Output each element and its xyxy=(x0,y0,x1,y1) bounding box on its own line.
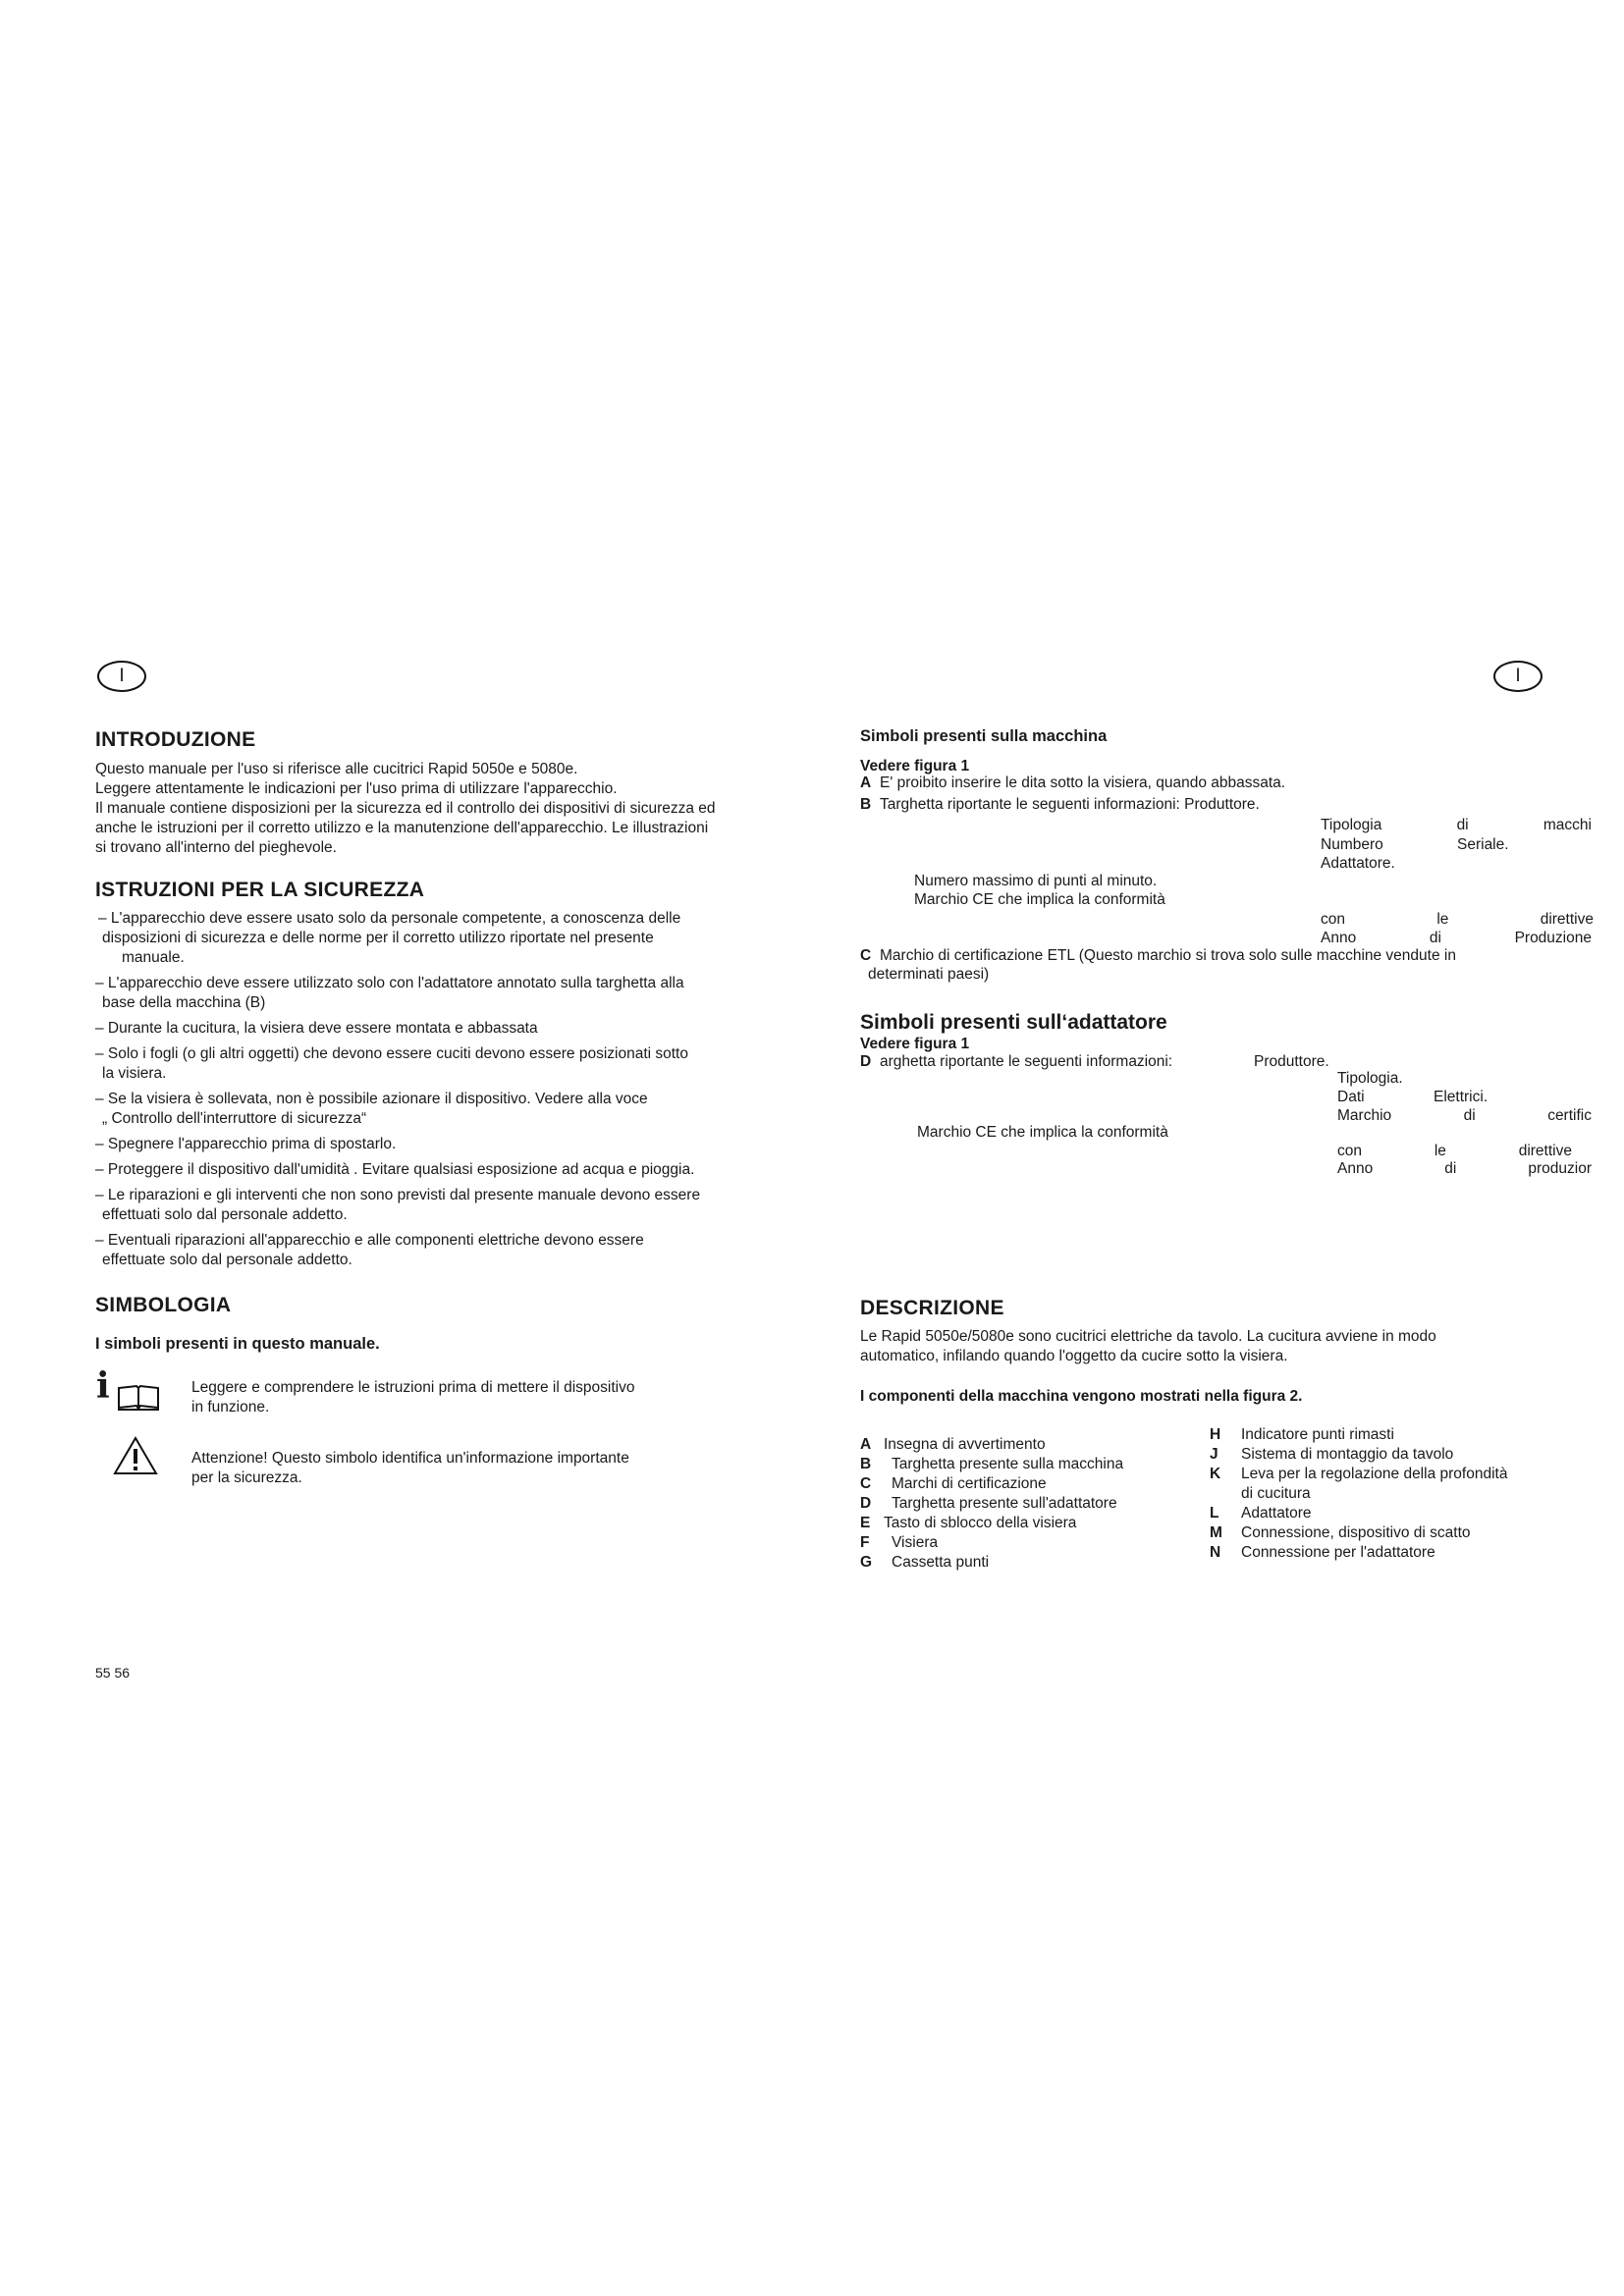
safety-item-1-line-3: manuale. xyxy=(122,949,185,966)
component-a: A Insegna di avvertimento xyxy=(860,1436,1046,1453)
symbology-subtitle: I simboli presenti in questo manuale. xyxy=(95,1335,380,1353)
safety-item-9-line-2: effettuate solo dal personale addetto. xyxy=(102,1252,352,1268)
component-k-continued: di cucitura xyxy=(1241,1485,1311,1502)
machine-item-c-line-2: determinati paesi) xyxy=(868,966,990,983)
component-c: C Marchi di certificazione xyxy=(860,1475,1047,1492)
adapter-marchio: Marchio di certific xyxy=(1337,1107,1592,1124)
read-manual-icon: i xyxy=(96,1372,163,1412)
machine-b-adattatore: Adattatore. xyxy=(1321,855,1395,872)
safety-item-9-line-1: – Eventuali riparazioni all'apparecchio e alle componenti elettriche devono essere xyxy=(95,1232,644,1249)
component-b: B Targhetta presente sulla macchina xyxy=(860,1456,1124,1472)
safety-item-8-line-1: – Le riparazioni e gli interventi che non sono previsti dal presente manuale devono essere xyxy=(95,1187,701,1203)
adapter-symbols-title: Simboli presenti sull‘adattatore xyxy=(860,1011,1167,1034)
components-list-left xyxy=(860,1435,1123,1573)
intro-text: Questo manuale per l'uso si riferisce alle cucitrici Rapid 5050e e 5080e. Leggere attentamente le indicazioni per l'uso prima di utilizzare l'apparecchio. Il manuale contiene disposizioni per la sicurezza ed il controllo dei dispositivi di sicurezza ed anche le istruzioni per il corretto utilizzo e la manutenzione dell'apparecchio. Le illustrazioni si trovano all'interno del pieghevole. xyxy=(95,761,716,856)
adapter-anno: Anno di produzior xyxy=(1337,1160,1592,1177)
adapter-direttive: con le direttive xyxy=(1337,1143,1572,1159)
symbology-title: SIMBOLOGIA xyxy=(95,1294,232,1316)
safety-item-2-line-2: base della macchina (B) xyxy=(102,994,266,1011)
warning-triangle-icon xyxy=(113,1435,158,1476)
machine-b-direttive: con le direttive xyxy=(1321,911,1594,928)
component-n: N Connessione per l'adattatore xyxy=(1210,1544,1435,1561)
safety-item-5-line-2: „ Controllo dell'interruttore di sicurezza“ xyxy=(102,1110,367,1127)
safety-title: ISTRUZIONI PER LA SICUREZZA xyxy=(95,879,425,901)
warning-symbol-text: Attenzione! Questo simbolo identifica un'informazione importante per la sicurezza. xyxy=(191,1450,629,1486)
adapter-dati-elettrici: Dati Elettrici. xyxy=(1337,1089,1489,1105)
adapter-item-d: D arghetta riportante le seguenti informazioni: xyxy=(860,1053,1173,1070)
machine-item-c: C Marchio di certificazione ETL (Questo marchio si trova solo sulle macchine vendute in xyxy=(860,947,1456,964)
open-book-icon xyxy=(117,1384,160,1412)
safety-item-6-line-1: – Spegnere l'apparecchio prima di spostarlo. xyxy=(95,1136,397,1152)
machine-item-b: B Targhetta riportante le seguenti informazioni: Produttore. xyxy=(860,796,1260,813)
description-title: DESCRIZIONE xyxy=(860,1297,1004,1319)
adapter-marchio-ce: Marchio CE che implica la conformità xyxy=(917,1124,1168,1141)
machine-symbols-title: Simboli presenti sulla macchina xyxy=(860,727,1108,745)
components-title: I componenti della macchina vengono mostrati nella figura 2. xyxy=(860,1388,1303,1405)
safety-item-4-line-1: – Solo i fogli (o gli altri oggetti) che devono essere cuciti devono essere posizionati sotto xyxy=(95,1045,688,1062)
adapter-produttore: Produttore. xyxy=(1254,1053,1329,1070)
component-m: M Connessione, dispositivo di scatto xyxy=(1210,1524,1471,1541)
safety-item-1-line-2: disposizioni di sicurezza e delle norme per il corretto utilizzo riportate nel presente xyxy=(102,930,654,946)
safety-item-3-line-1: – Durante la cucitura, la visiera deve essere montata e abbassata xyxy=(95,1020,538,1037)
safety-item-2-line-1: – L'apparecchio deve essere utilizzato solo con l'adattatore annotato sulla targhetta alla xyxy=(95,975,684,991)
component-l: L Adattatore xyxy=(1210,1505,1312,1522)
info-symbol-text: Leggere e comprendere le istruzioni prima di mettere il dispositivo in funzione. xyxy=(191,1379,635,1415)
safety-item-7-line-1: – Proteggere il dispositivo dall'umidità . Evitare qualsiasi esposizione ad acqua e pioggia. xyxy=(95,1161,695,1178)
component-e: E Tasto di sblocco della visiera xyxy=(860,1515,1077,1531)
adapter-tipologia: Tipologia. xyxy=(1337,1070,1403,1087)
components-list-right xyxy=(1210,1425,1507,1563)
component-k: K Leva per la regolazione della profondità xyxy=(1210,1466,1508,1482)
component-h: H Indicatore punti rimasti xyxy=(1210,1426,1394,1443)
safety-item-5-line-1: – Se la visiera è sollevata, non è possibile azionare il dispositivo. Vedere alla voce xyxy=(95,1091,648,1107)
machine-b-tipologia: Tipologia di macchi xyxy=(1321,817,1592,833)
language-badge-left: I xyxy=(97,661,146,692)
machine-item-a: A E' proibito inserire le dita sotto la visiera, quando abbassata. xyxy=(860,774,1286,791)
safety-item-1-line-1: – L'apparecchio deve essere usato solo da personale competente, a conoscenza delle xyxy=(98,910,681,927)
safety-item-4-line-2: la visiera. xyxy=(102,1065,167,1082)
page-numbers: 55 56 xyxy=(95,1665,131,1681)
intro-title: INTRODUZIONE xyxy=(95,728,256,751)
adapter-see-figure: Vedere figura 1 xyxy=(860,1036,970,1052)
component-d: D Targhetta presente sull'adattatore xyxy=(860,1495,1117,1512)
machine-b-numero-massimo: Numero massimo di punti al minuto. xyxy=(914,873,1158,889)
machine-b-numbero: Numbero Seriale. xyxy=(1321,836,1509,853)
machine-b-marchio-ce: Marchio CE che implica la conformità xyxy=(914,891,1165,908)
safety-item-8-line-2: effettuati solo dal personale addetto. xyxy=(102,1206,348,1223)
component-j: J Sistema di montaggio da tavolo xyxy=(1210,1446,1454,1463)
component-g: G Cassetta punti xyxy=(860,1554,990,1571)
description-text: Le Rapid 5050e/5080e sono cucitrici elettriche da tavolo. La cucitura avviene in modo automatico, infilando quando l'oggetto da cucire sotto la visiera. xyxy=(860,1328,1436,1364)
language-badge-right: I xyxy=(1493,661,1543,692)
machine-b-anno: Anno di Produzione xyxy=(1321,930,1592,946)
component-f: F Visiera xyxy=(860,1534,939,1551)
machine-see-figure: Vedere figura 1 xyxy=(860,758,970,774)
